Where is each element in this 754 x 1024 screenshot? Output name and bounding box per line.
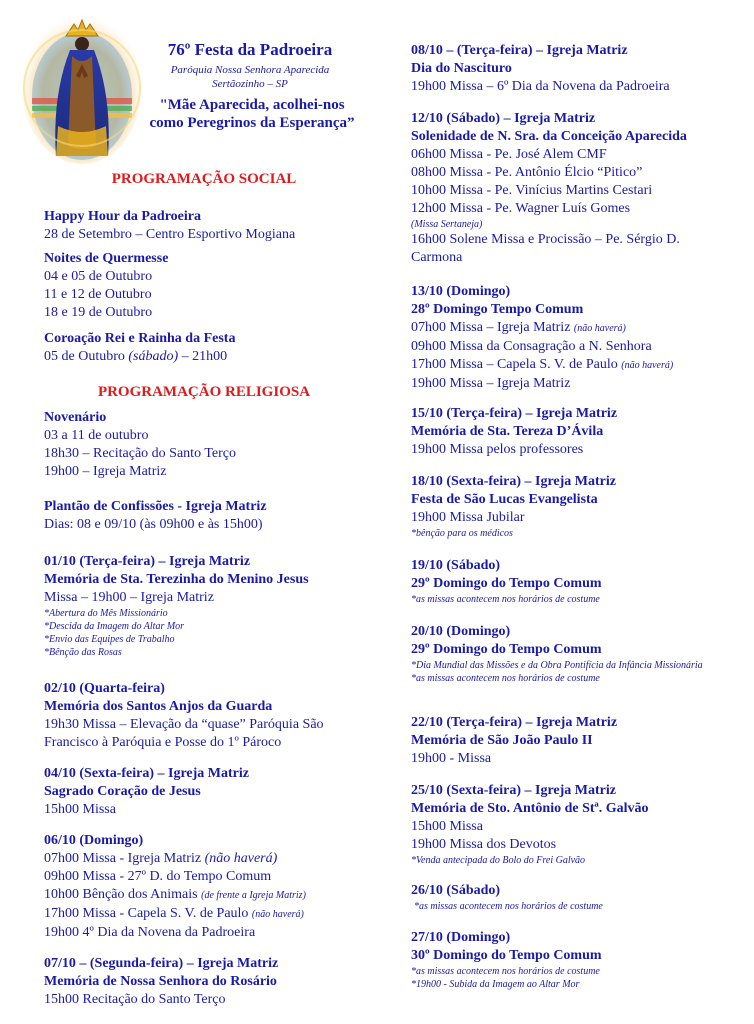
event-0410: 04/10 (Sexta-feira) – Igreja Matriz Sagrado Coração de Jesus 15h00 Missa bbox=[44, 766, 249, 817]
city-name: Sertãozinho – SP bbox=[212, 78, 288, 90]
parish-name: Paróquia Nossa Senhora Aparecida bbox=[170, 64, 330, 76]
event-1510: 15/10 (Terça-feira) – Igreja Matriz Memória de Sta. Tereza D’Ávila 19h00 Missa pelos professores bbox=[411, 406, 618, 457]
religious-heading: PROGRAMAÇÃO RELIGIOSA bbox=[97, 384, 311, 400]
festival-motto: "Mãe Aparecida, acolhei-nos como Peregrinos da Esperança” bbox=[149, 97, 355, 131]
event-2210: 22/10 (Terça-feira) – Igreja Matriz Memória de São João Paulo II 19h00 - Missa bbox=[411, 715, 618, 766]
novenario-block: Novenário 03 a 11 de outubro 18h30 – Recitação do Santo Terço 19h00 – Igreja Matriz bbox=[44, 410, 236, 479]
social-heading: PROGRAMAÇÃO SOCIAL bbox=[111, 171, 297, 187]
event-0610: 06/10 (Domingo) 07h00 Missa - Igreja Matriz (não haverá) 09h00 Missa - 27º D. do Tempo Comum 10h00 Bênção dos Animais (de frente a Igreja Matriz) 17h00 Missa - Capela S. V. de Paulo (não haverá) 19h00 4º Dia da Novena da Padroeira bbox=[44, 833, 306, 940]
happy-hour-block: Happy Hour da Padroeira 28 de Setembro – Centro Esportivo Mogiana bbox=[44, 209, 296, 242]
quermesse-block: Noites de Quermesse 04 e 05 de Outubro 11 e 12 de Outubro 18 e 19 de Outubro bbox=[44, 251, 169, 320]
event-0110: 01/10 (Terça-feira) – Igreja Matriz Memória de Sta. Terezinha do Menino Jesus Missa – 19h00 – Igreja Matriz *Abertura do Mês Missionário *Descida da Imagem do Altar Mor *Envio das Equipes de Trabalho *Bênção das Rosas bbox=[44, 554, 309, 658]
festival-title: 76º Festa da Padroeira bbox=[167, 40, 333, 59]
event-0710: 07/10 – (Segunda-feira) – Igreja Matriz Memória de Nossa Senhora do Rosário 15h00 Recitação do Santo Terço bbox=[44, 956, 279, 1007]
coroacao-block: Coroação Rei e Rainha da Festa 05 de Outubro (sábado) – 21h00 bbox=[44, 331, 236, 364]
event-0210: 02/10 (Quarta-feira) Memória dos Santos Anjos da Guarda 19h30 Missa – Elevação da “quase” Paróquia São Francisco à Paróquia e Posse do 1º Pároco bbox=[44, 681, 324, 750]
our-lady-aparecida-image bbox=[22, 6, 142, 164]
event-1810: 18/10 (Sexta-feira) – Igreja Matriz Festa de São Lucas Evangelista 19h00 Missa Jubilar *bênção para os médicos bbox=[411, 474, 616, 539]
event-1310: 13/10 (Domingo) 28º Domingo Tempo Comum 07h00 Missa – Igreja Matriz (não haverá) 09h00 Missa da Consagração a N. Senhora 17h00 Missa – Capela S. V. de Paulo (não haverá) 19h00 Missa – Igreja Matriz bbox=[411, 284, 674, 391]
event-2610: 26/10 (Sábado) *as missas acontecem nos horários de costume bbox=[411, 883, 603, 912]
event-2710: 27/10 (Domingo) 30º Domingo do Tempo Comum *as missas acontecem nos horários de costume *19h00 - Subida da Imagem ao Altar Mor bbox=[411, 930, 602, 990]
event-1910: 19/10 (Sábado) 29º Domingo do Tempo Comum *as missas acontecem nos horários de costume bbox=[411, 558, 602, 605]
event-0810: 08/10 – (Terça-feira) – Igreja Matriz Dia do Nascituro 19h00 Missa – 6º Dia da Novena da Padroeira bbox=[411, 43, 670, 94]
header bbox=[0, 0, 364, 170]
event-2510: 25/10 (Sexta-feira) – Igreja Matriz Memória de Sto. Antônio de Stª. Galvão 15h00 Missa 19h00 Missa dos Devotos *Venda antecipada do Bolo do Frei Galvão bbox=[411, 783, 649, 866]
event-2010: 20/10 (Domingo) 29º Domingo do Tempo Comum *Dia Mundial das Missões e da Obra Pontifícia da Infância Missionária *as missas acontecem nos horários de costume bbox=[411, 624, 703, 684]
event-1210: 12/10 (Sábado) – Igreja Matriz Solenidade de N. Sra. da Conceição Aparecida 06h00 Missa - Pe. José Alem CMF 08h00 Missa - Pe. Antônio Élcio “Pitico” 10h00 Missa - Pe. Vinícius Martins Cestari 12h00 Missa - Pe. Wagner Luís Gomes (Missa Sertaneja) 16h00 Solene Missa e Procissão – Pe. Sérgio D. Carmona bbox=[411, 111, 687, 265]
plantao-block: Plantão de Confissões - Igreja Matriz Dias: 08 e 09/10 (às 09h00 e às 15h00) bbox=[44, 499, 267, 532]
